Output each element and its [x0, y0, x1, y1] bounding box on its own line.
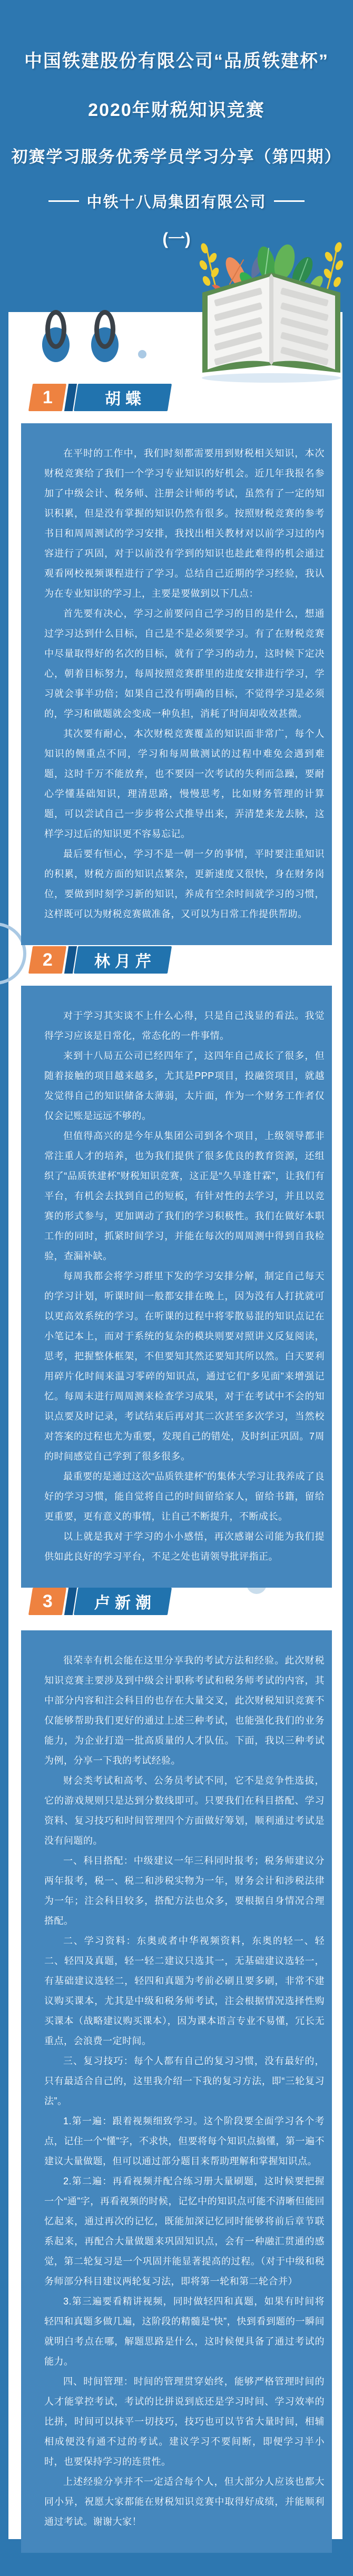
paragraph: 四、时间管理：时间的管理贯穿始终，能够严格管理时间的人才能掌控考试，考试的比拼说到底还是学习时间、学习效率的比拼，时间可以抹平一切技巧，技巧也可以节省大量时间，相辅相成便没有通不过的考试。建议学习不要间断，即便学习半小时，也要保持学习的连贯性。 — [44, 2376, 325, 2467]
paragraph: 在平时的工作中，我们时刻都需要用到财税相关知识，本次财税竞赛给了我们一个学习专业知识的好机会。近几年我报名参加了中级会计、税务师、注册会计师的考试，虽然有了一定的知识积累，但是没有掌握的知识仍然有很多。按照财税竞赛的参考书目和周周测试的学习安排，我找出相关教材对以前学习过的内容进行了巩固，对于以前没有学到的知识也趁此难得的机会通过观看网校视频课程进行了学习。总结自己近期的学习经验，我认为在专业知识的学习上，主要是要做到以下几点： — [44, 448, 325, 599]
left-border-strip — [0, 0, 8, 2576]
paragraph: 二、学习资料：东奥或者中华视频资料，东奥的轻一、轻二、轻四及真题，轻一轻二建议只选其一，无基础建议选轻一，有基础建议选轻二，轻四和真题为考前必刷且要多刷，非常不建议购买课本，尤其是中级和税务师考试，注会根据情况选择性购买课本（战略建议购买课本），因为课本语言专业不易懂，冗长无重点，会浪费一定时间。 — [44, 1936, 325, 2046]
paragraph: 一、科目搭配：中级建议一年三科同时报考；税务师建议分两年报考，税一、税二和涉税实物为一年，财务会计和涉税法律为一年；注会科目较多，搭配方法也众多，要根据自身情况合理搭配。 — [44, 1855, 325, 1926]
section-number: 2 — [42, 949, 53, 970]
paragraph: 最重要的是通过这次“品质铁建杯”的集体大学习让我养成了良好的学习习惯，能自觉将自己的时间留给家人，留给书籍，留给更重要，更有意义的事情，让自己不断提升，不断成长。 — [44, 1471, 325, 1522]
section-name-badge — [74, 384, 172, 411]
section-name-badge — [74, 1588, 172, 1615]
binder-ring-icon — [42, 310, 70, 363]
part-label: (一) — [162, 229, 191, 248]
paragraph: 但值得高兴的是今年从集团公司到各个项目，上级领导都非常注重人才的培养，也为我们提供了很多优良的教育资源，还组织了“品质铁建杯”财税知识竞赛，这正是“久旱逢甘霖”，让我们有平台，有机会去找到自己的短板，有针对性的去学习，并且以竞赛的形式参与，更加调动了我们的学习积极性。我们在做好本职工作的同时，抓紧时间学习，并能在每次的周周测中得到自我检验，查漏补缺。 — [44, 1131, 325, 1261]
paragraph: 3.第三遍要看精讲视频，同时做轻四和真题，如果有时间将轻四和真题多做几遍，这阶段的精髓是“快”，快到看到题的一瞬间就明白考点在哪，解题思路是什么，这时候便具备了通过考试的能力。 — [44, 2296, 325, 2367]
subtitle-dash-left — [48, 200, 79, 202]
ring-loop — [94, 310, 115, 349]
section-badge-3 — [31, 1588, 170, 1615]
section-name-badge — [74, 946, 172, 974]
subtitle: 中铁十八局集团有限公司 — [86, 194, 267, 211]
paragraph: 财会类考试和高考、公务员考试不同，它不是竞争性选拔，它的游戏规则只是达到分数线即可。只要我们在科目搭配、学习资料、复习技巧和时间管理四个方面做好筹划，顺利通过考试是没有问题的。 — [44, 1775, 325, 1846]
right-border-strip — [342, 0, 353, 2576]
paragraph: 上述经验分享并不一定适合每个人，但大部分人应该也都大同小异，祝愿大家都能在财税知识竞赛中取得好成绩，并能顺利通过考试。谢谢大家！ — [44, 2476, 325, 2527]
section-number: 3 — [42, 1591, 53, 1611]
paragraph: 1.第一遍：跟着视频细致学习。这个阶段要全面学习各个考点，记住一个“懂”字，不求快，但要将每个知识点搞懂，第一遍不建议大量做题，但可以通过部分题目来帮助理解和掌握知识点。 — [44, 2116, 325, 2166]
paragraph: 其次要有耐心，本次财税竞赛覆盖的知识面非常广，每个人知识的侧重点不同，学习和每周做测试的过程中难免会遇到难题，这时千万不能放弃，也不要因一次考试的失利而急躁，要耐心学懂基础知识，理清思路，慢慢思考，比如财务管理的计算题，可以尝试自己一步步将公式推导出来，弄清楚来龙去脉，这样学习过后的知识更不容易忘记。 — [44, 728, 325, 839]
page-title-line-2: 2020年财税知识竞赛 — [88, 100, 265, 120]
subtitle-dash-right — [274, 200, 305, 202]
paragraph: 很荣幸有机会能在这里分享我的考试方法和经验。此次财税知识竞赛主要涉及到中级会计职称考试和税务师考试的内容，其中部分内容和注会科目的也存在大量交叉，此次财税知识竞赛不仅能够帮助我们更好的通过上述三种考试，也能强化我们的业务能力，为企业打造一批高质量的人才队伍。下面，我以三种考试为例，分享一下我的考试经验。 — [44, 1655, 325, 1766]
paragraph: 三、复习技巧：每个人都有自己的复习习惯，没有最好的，只有最适合自己的，这里我介绍一下我的复习方法，即“三轮复习法”。 — [44, 2056, 325, 2106]
binder-ring-icon — [91, 310, 119, 363]
section-content-box-3 — [21, 1630, 332, 2553]
section-badge-2 — [31, 946, 170, 974]
section-content-box-2 — [21, 986, 332, 1588]
header — [0, 0, 353, 250]
open-book-illustration-icon — [199, 240, 344, 383]
paragraph: 最后要有恒心，学习不是一朝一夕的事情，平时要注重知识的积累，财税方面的知识点繁杂，更新速度又很快，身在财务岗位，要做到时刻学习新的知识，养成有空余时间就学习的习惯，这样既可以为财税竞赛做准备，又可以为日常工作提供帮助。 — [44, 849, 325, 919]
paragraph: 每周我都会将学习群里下发的学习安排分解，制定自己每天的学习计划，听课时间一般都安排在晚上，因为没有人打扰就可以更高效系统的学习。在听课的过程中将零散易混的知识点记在小笔记本上，而对于系统的复杂的模块则要对照讲义反复阅读，思考，把握整体框架，不但要知其然还要知其所以然。白天要利用碎片化时间来温习零碎的知识点，通过它们“多见面”来增强记忆。每周末进行周周测来检查学习成果，对于在考试中不会的知识点要及时记录，考试结束后再对其二次甚至多次学习，当然校对答案的过程也尤为重要，发现自己的错处，及时纠正巩固。7周的时间感觉自己学到了很多很多。 — [44, 1271, 325, 1462]
paragraph: 对于学习其实谈不上什么心得，只是自己浅显的看法。我觉得学习应该是日常化，常态化的一件事情。 — [44, 1010, 325, 1041]
paragraph: 2.第二遍：再看视频并配合练习册大量刷题，这时候要把握一个“通”字，再看视频的时候，记忆中的知识点可能不清晰但能回忆起来，通过再次的记忆，既能加深记忆同时能够将前后章节联系起来，再配合大量做题来巩固知识点，会有一种融汇贯通的感觉，第二轮复习是一个巩固并能显著提高的过程。（对于中级和税务师部分科目建议两轮复习法，即将第一轮和第二轮合并） — [44, 2176, 325, 2287]
section-number-badge — [28, 384, 66, 411]
section-badge-1 — [31, 384, 170, 411]
section-number-badge — [28, 1588, 66, 1615]
page-title-line-3: 初赛学习服务优秀学员学习分享（第四期） — [11, 148, 342, 166]
section-content-box-1 — [21, 423, 332, 945]
paragraph: 首先要有决心，学习之前要问自己学习的目的是什么，想通过学习达到什么目标，自己是不是必须要学习。有了在财税竞赛中尽量取得好的名次的目标，就有了学习的动力，这时候下定决心，朝着目标努力，每周按照竞赛群里的进度安排进行学习，学习就会事半功倍；如果自己没有明确的目标，不觉得学习是必须的，学习和做题就会变成一种负担，消耗了时间却收效甚微。 — [44, 608, 325, 719]
section-name: 胡蝶 — [104, 391, 146, 408]
paragraph: 来到十八局五公司已经四年了，这四年自己成长了很多，但随着接触的项目越来越多，尤其是PPP项目，投融资项目，就越发觉得自己的知识储备太薄弱，太片面，作为一个财务工作者仅仅会记账是远远不够的。 — [44, 1051, 325, 1121]
section-number: 1 — [42, 387, 53, 407]
section-name: 林月芹 — [94, 953, 156, 970]
small-blue-dot-icon — [138, 350, 146, 358]
paragraph: 以上就是我对于学习的小小感悟，再次感谢公司能为我们提供如此良好的学习平台，不足之处也请领导批评指正。 — [44, 1531, 325, 1562]
page-title-line-1: 中国铁建股份有限公司“品质铁建杯” — [24, 51, 329, 71]
subtitle-row — [0, 190, 353, 212]
section-name: 卢新潮 — [94, 1595, 156, 1612]
section-number-badge — [28, 946, 66, 974]
ring-loop — [45, 310, 66, 349]
